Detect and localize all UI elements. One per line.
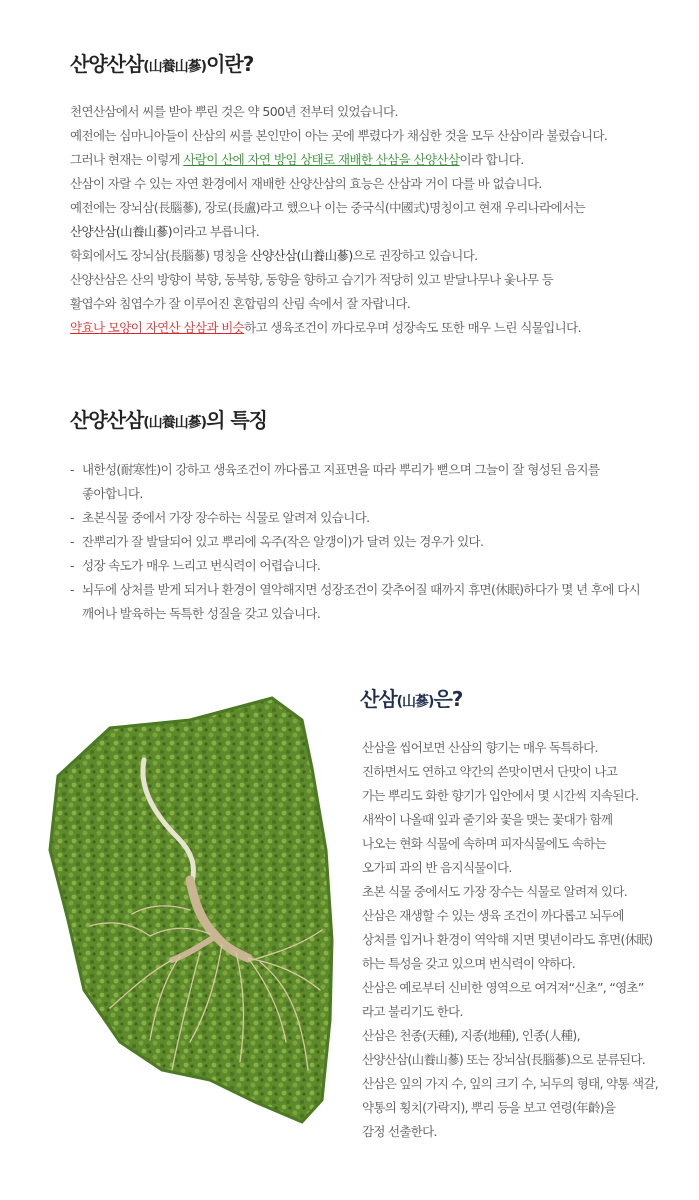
s1-line-2-post: 이라 합니다. bbox=[459, 152, 524, 167]
s3-line-5: 오가피 과의 반 음지식물이다. bbox=[362, 860, 512, 875]
section3-title-main: 산삼 bbox=[360, 687, 397, 711]
s1-line-2 bbox=[70, 148, 690, 172]
s1-line-1: 예전에는 심마니아들이 산삼의 씨를 본인만이 아는 곳에 뿌렸다가 채심한 것을 모두 산삼이라 불렀습니다. bbox=[70, 128, 608, 143]
s3-line-0: 산삼을 씹어보면 산삼의 향기는 매우 독특하다. bbox=[362, 740, 598, 755]
feature-item bbox=[70, 458, 690, 506]
s1-line-6-strong: 산양산삼(山養山蔘) bbox=[250, 248, 353, 263]
feature-item bbox=[70, 554, 690, 578]
s1-line-3: 산삼이 자랄 수 있는 자연 환경에서 재배한 산양산삼의 효능은 산삼과 거이 다를 바 없습니다. bbox=[70, 176, 542, 191]
moss-ginseng-image bbox=[40, 690, 340, 1130]
s3-line-15: 약통의 횡치(가락지), 뿌리 등을 보고 연령(年齡)을 bbox=[362, 1100, 616, 1115]
section2-title bbox=[70, 404, 267, 433]
feature-0-line2: 좋아합니다. bbox=[82, 486, 143, 501]
s1-line-6 bbox=[70, 244, 690, 268]
s3-line-1: 진하면서도 연하고 약간의 쓴맛이면서 단맛이 나고 bbox=[362, 764, 618, 779]
section3-title-end: 은? bbox=[433, 687, 463, 711]
section1-paragraph bbox=[70, 100, 690, 340]
s3-line-9: 하는 특성을 갖고 있으며 번식력이 약하다. bbox=[362, 956, 576, 971]
feature-item bbox=[70, 578, 690, 626]
s3-line-6: 초본 식물 중에서도 가장 장수는 식물로 알려져 있다. bbox=[362, 884, 628, 899]
s1-line-9-highlight: 약효나 모양이 자연산 삼삼과 비슷 bbox=[70, 320, 245, 335]
section1-title-main: 산양산삼 bbox=[70, 52, 144, 76]
feature-4-line1: - 뇌두에 상처를 받게 되거나 환경이 열악해지면 성장조건이 갖추어질 때까지 휴면(休眠)하다가 몇 년 후에 다시 bbox=[82, 582, 641, 597]
feature-item bbox=[70, 530, 690, 554]
feature-3-line1: - 성장 속도가 매우 느리고 번식력이 어렵습니다. bbox=[82, 558, 321, 573]
s1-line-0: 천연산삼에서 씨를 받아 뿌린 것은 약 500년 전부터 있었습니다. bbox=[70, 104, 398, 119]
s1-line-8: 활엽수와 침엽수가 잘 이루어진 혼합림의 산림 속에서 잘 자랍니다. bbox=[70, 296, 411, 311]
feature-item bbox=[70, 506, 690, 530]
s1-line-2-highlight: 사람이 산에 자연 방임 상태로 재배한 산삼을 산양산삼 bbox=[183, 152, 460, 167]
section1-title-hanja: (山養山蔘) bbox=[143, 59, 207, 75]
s1-line-9-post: 하고 생육조건이 까다로우며 성장속도 또한 매우 느린 식물입니다. bbox=[244, 320, 581, 335]
section2-title-hanja: (山養山蔘) bbox=[143, 415, 207, 431]
s3-line-8: 상처를 입거나 환경이 역악해 지면 몇년이라도 휴면(休眠) bbox=[362, 932, 653, 947]
s3-line-13: 산양산삼(山養山蔘) 또는 장뇌삼(長腦蔘)으로 분류된다. bbox=[362, 1052, 646, 1067]
section1-title bbox=[70, 48, 253, 77]
feature-4-line2: 깨어나 발육하는 독특한 성질을 갖고 있습니다. bbox=[82, 606, 321, 621]
s1-line-4: 예전에는 장뇌삼(長腦蔘), 장로(長盧)라고 했으나 이는 중국식(中國式)명칭이고 현재 우리나라에서는 bbox=[70, 200, 586, 215]
s1-line-7: 산양산삼은 산의 방향이 북향, 동북향, 동향을 향하고 습기가 적당히 있고 받달나무나 옻나무 등 bbox=[70, 272, 554, 287]
section2-title-main: 산양산삼 bbox=[70, 408, 144, 432]
s3-line-16: 감정 선출한다. bbox=[362, 1124, 437, 1139]
s3-line-7: 산삼은 재생할 수 있는 생육 조건이 까다롭고 뇌두에 bbox=[362, 908, 624, 923]
s1-line-6-pre: 학회에서도 장뇌삼(長腦蔘) 명칭을 bbox=[70, 248, 251, 263]
feature-2-line1: - 잔뿌리가 잘 발달되어 있고 뿌리에 옥주(작은 알갱이)가 달려 있는 경우가 있다. bbox=[82, 534, 484, 549]
s1-line-9 bbox=[70, 316, 690, 340]
s1-line-2-pre: 그러나 현재는 이렇게 bbox=[70, 152, 184, 167]
s3-line-11: 라고 불리기도 한다. bbox=[362, 1004, 463, 1019]
feature-0-line1: - 내한성(耐寒性)이 강하고 생육조건이 까다롭고 지표면을 따라 뿌리가 뻗으며 그늘이 잘 형성된 음지를 bbox=[82, 462, 600, 477]
section3-title-hanja: (山蔘) bbox=[396, 694, 434, 710]
s1-line-6-post: 으로 권장하고 있습니다. bbox=[352, 248, 478, 263]
s1-line-5-post: 이라고 부릅니다. bbox=[172, 224, 260, 239]
s3-line-2: 가는 뿌리도 화한 향기가 입안에서 몇 시간씩 지속된다. bbox=[362, 788, 639, 803]
s3-line-12: 산삼은 천종(天種), 지종(地種), 인종(人種), bbox=[362, 1028, 580, 1043]
s3-line-4: 나오는 현화 식물에 속하며 피자식물에도 속하는 bbox=[362, 836, 606, 851]
s3-line-3: 새싹이 나올때 잎과 줄기와 꽃을 맺는 꽃대가 함께 bbox=[362, 812, 613, 827]
features-list bbox=[70, 458, 690, 626]
s1-line-5-strong: 산양산삼(山養山蔘) bbox=[70, 224, 173, 239]
feature-1-line1: - 초본식물 중에서 가장 장수하는 식물로 알려져 있습니다. bbox=[82, 510, 370, 525]
s3-line-14: 산삼은 잎의 가지 수, 잎의 크기 수, 뇌두의 형태, 약통 색갈, bbox=[362, 1076, 659, 1091]
section3-paragraph bbox=[362, 736, 692, 1144]
section3-title bbox=[360, 683, 462, 712]
s1-line-5 bbox=[70, 220, 690, 244]
s3-line-10: 산삼은 예로부터 신비한 영역으로 여겨져“신초”, “영초” bbox=[362, 980, 644, 995]
section2-title-end: 의 특징 bbox=[206, 408, 268, 432]
section1-title-end: 이란? bbox=[206, 52, 254, 76]
